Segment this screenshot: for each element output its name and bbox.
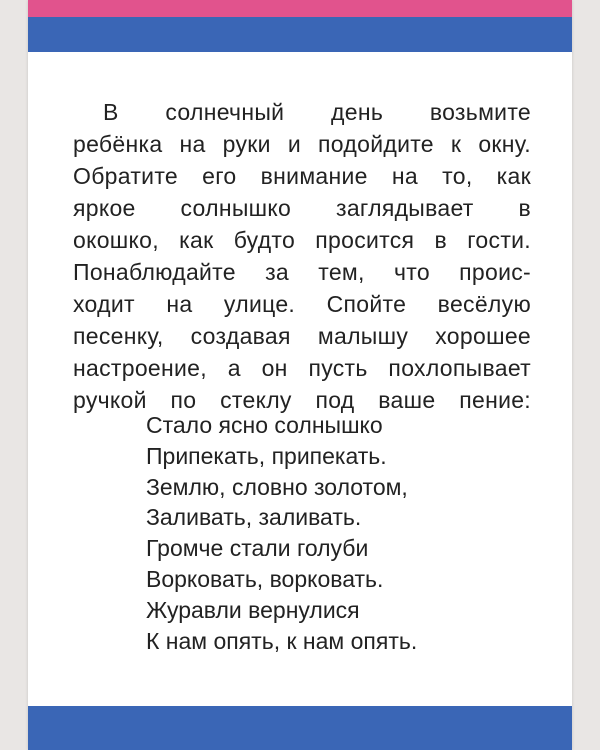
poem-line: Стало ясно солнышко — [146, 412, 383, 438]
bottom-blue-stripe — [28, 706, 572, 750]
paragraph-line: Обратите его внимание на то, как — [73, 163, 531, 189]
poem-line: Заливать, заливать. — [146, 504, 362, 531]
instruction-paragraph — [73, 96, 531, 416]
poem-line: Землю, словно золотом, — [146, 473, 408, 500]
poem-line: Припекать, припекать. — [146, 442, 387, 469]
top-pink-stripe — [28, 0, 572, 17]
paragraph-line: окошко, как будто просится в гости. — [73, 227, 531, 253]
paragraph-line: В солнечный день возьмите — [103, 99, 531, 125]
poem-line: К нам опять, к нам опять. — [146, 627, 418, 654]
paragraph-line: яркое солнышко заглядывает в — [73, 195, 531, 221]
paragraph-line: ребёнка на руки и подойдите к окну. — [73, 131, 531, 157]
paragraph-line: ручкой по стеклу под ваше пение: — [73, 387, 531, 413]
paragraph-line: Понаблюдайте за тем, что проис- — [73, 259, 531, 285]
top-blue-stripe — [28, 17, 572, 52]
poem-line: Журавли вернулися — [146, 596, 360, 623]
poem-line: Ворковать, ворковать. — [146, 565, 384, 592]
book-page — [28, 0, 572, 750]
paragraph-line: песенку, создавая малышу хорошее — [73, 323, 531, 349]
paragraph-line: ходит на улице. Спойте весёлую — [73, 291, 531, 317]
poem-line: Громче стали голуби — [146, 535, 369, 562]
poem — [146, 410, 526, 656]
paragraph-line: настроение, а он пусть похлопывает — [73, 355, 531, 381]
